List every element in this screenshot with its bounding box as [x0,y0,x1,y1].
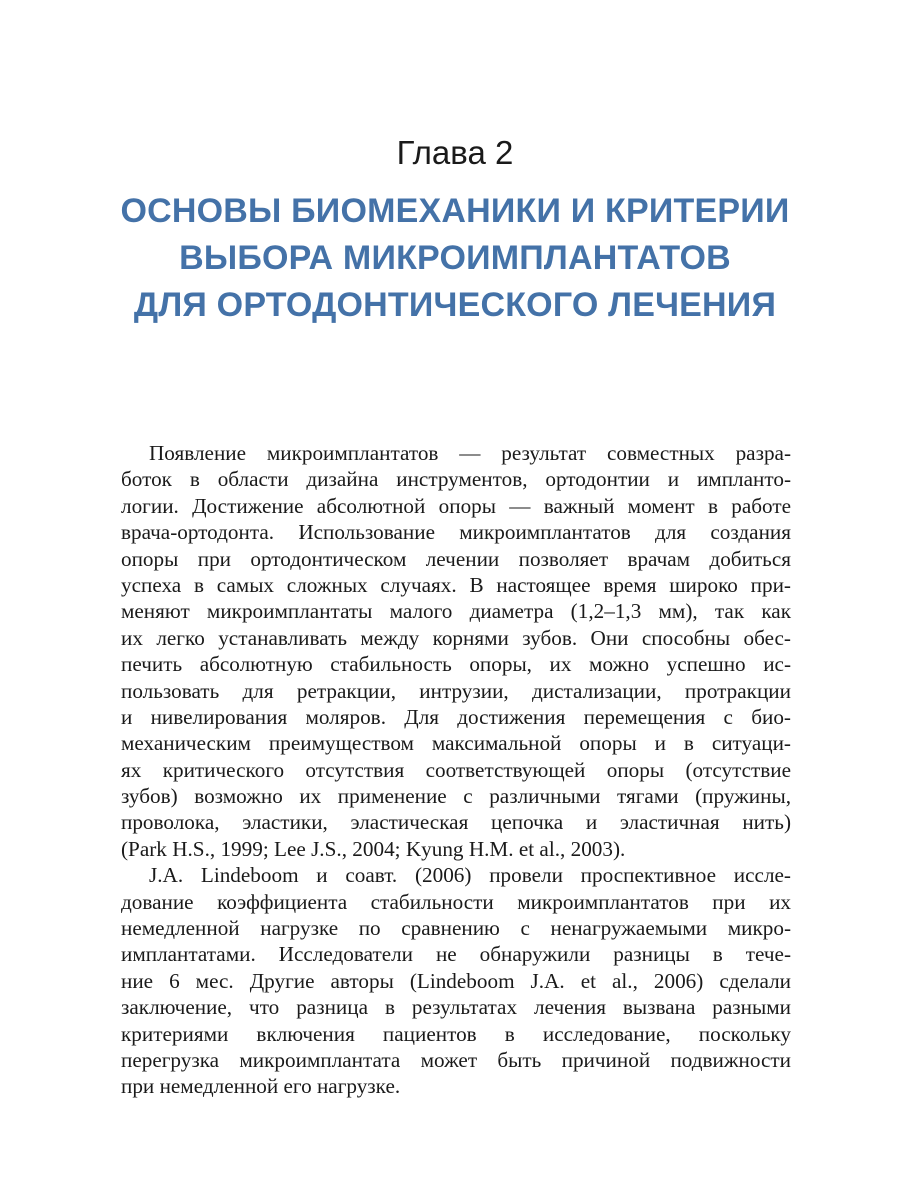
text-line: опоры при ортодонтическом лечении позволяет врачам добиться [121,546,791,571]
paragraph-1 [121,440,791,862]
text-line: критериями включения пациентов в исследование, поскольку [121,1021,791,1046]
text-line: ние 6 мес. Другие авторы (Lindeboom J.A. et al., 2006) сделали [121,968,791,993]
text-line: печить абсолютную стабильность опоры, их можно успешно ис- [121,652,791,677]
text-line: немедленной нагрузке по сравнению с ненагружаемыми микро- [121,916,791,941]
text-line: пользовать для ретракции, интрузии, дистализации, протракции [121,678,791,703]
text-line: Появление микроимплантатов — результат совместных разра- [149,441,791,465]
text-line: механическим преимуществом максимальной опоры и в ситуаци- [121,731,791,756]
chapter-title-line: ВЫБОРА МИКРОИМПЛАНТАТОВ [179,239,731,277]
text-line: заключение, что разница в результатах лечения вызвана разными [121,995,791,1020]
chapter-label: Глава 2 [396,134,514,171]
text-line: J.A. Lindeboom и соавт. (2006) провели проспективное иссле- [149,863,791,888]
text-line: ях критического отсутствия соответствующей опоры (отсутствие [121,757,791,782]
text-line: их легко устанавливать между корнями зубов. Они способны обес- [121,625,791,650]
text-line: и нивелирования моляров. Для достижения перемещения с био- [121,704,791,729]
body-text [121,440,791,1100]
text-line: меняют микроимплантаты малого диаметра (1,2–1,3 мм), так как [121,599,791,624]
chapter-title-line: ОСНОВЫ БИОМЕХАНИКИ И КРИТЕРИИ [120,192,790,230]
chapter-title-line: ДЛЯ ОРТОДОНТИЧЕСКОГО ЛЕЧЕНИЯ [133,286,777,324]
text-line: успеха в самых сложных случаях. В настоящее время широко при- [121,572,791,597]
text-line: боток в области дизайна инструментов, ортодонтии и импланто- [121,467,791,492]
text-line: врача-ортодонта. Использование микроимплантатов для создания [121,520,791,545]
text-line: (Park H.S., 1999; Lee J.S., 2004; Kyung H.M. et al., 2003). [121,836,626,861]
text-line: дование коэффициента стабильности микроимплантатов при их [121,889,791,914]
text-line: перегрузка микроимплантата может быть причиной подвижности [121,1047,791,1072]
chapter-title [0,188,900,329]
text-line: проволока, эластики, эластическая цепочка и эластичная нить) [121,810,791,835]
text-line: зубов) возможно их применение с различными тягами (пружины, [121,784,791,809]
paragraph-2 [121,862,791,1100]
text-line: при немедленной его нагрузке. [121,1074,401,1099]
text-line: логии. Достижение абсолютной опоры — важный момент в работе [121,493,791,518]
text-line: имплантатами. Исследователи не обнаружили разницы в тече- [121,942,791,967]
